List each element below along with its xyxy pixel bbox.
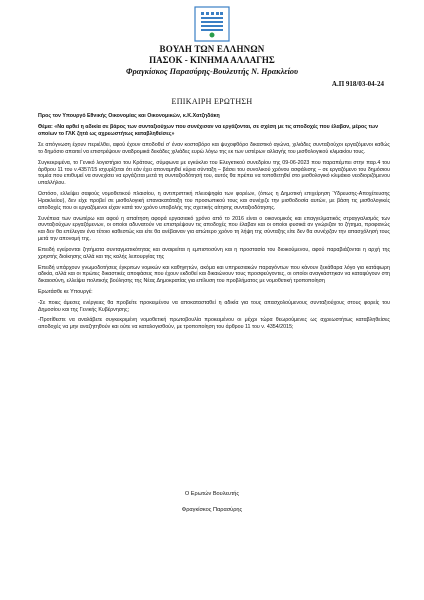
- paragraph: Ωστόσο, ελλείψει σαφούς νομοθετικού πλαισίου, η αντιπριπτική πλειοψηφία των φορέων, (όπως η Δημοτική επιχείρηση Ύδρευσης-Αποχέτευσης Ηρακλείου), δεν είχε προβεί σε μισθολογική επανακατάταξη του προσωπικού τους και συνέχιζε την μισθοδοσία αυτών, με βάση τις μισθολογικές αποδοχές που οι εργαζόμενοι είχαν κατά τον χρόνο υποβολής της σχετικής αίτησης συνταξιοδότησης.: [38, 191, 390, 211]
- signature-role: Ο Ερωτών Βουλευτής: [184, 491, 240, 497]
- question-item: -Προτίθεστε να αναλάβετε συγκεκριμένη νομοθετική πρωτοβουλία προκειμένου οι μέχρι τώρα θεωρούμενες ως αχρεωστήτως καταβληθείσες αποδοχές να μην αναζητηθούν και ούτε να καταλογισθούν, με τροποποίηση του άρθρου 11 του ν. 4354/2015;: [38, 317, 390, 331]
- party-emblem-icon: [194, 6, 230, 42]
- subject-line: Θέμα: «Να αρθεί η αδικία σε βάρος των συνταξιούχων που συνέχισαν να εργάζονται, σε σχέση με τις αποδοχές που έλαβαν, μέρος των οποίων το ΓΛΚ ζητά ως αχρεωστήτως καταβληθείσες»: [38, 124, 379, 137]
- paragraph: Σε απόγνωση έχουν περιέλθει, αφού έχουν αποδοθεί σ' έναν κοστοβόρο και ψυχοφθόρο δικαστικό αγώνα, χιλιάδες συνταξιούχοι εργαζόμενοι καθώς το δημόσιο απαιτεί να επιστρέψουν αναδρομικά δεκάδες χιλιάδες ευρώ λόγω της εκ των υστέρων αλλαγής του μισθολογικού κλιμακίου τους.: [38, 142, 390, 155]
- recipient-line: Προς τον Υπουργό Εθνικής Οικονομίας και Οικονομικών, κ.Κ.Χατζηδάκη: [38, 113, 220, 119]
- question-item: -Σε ποιες άμεσες ενέργειες θα προβείτε προκειμένου να αποκατασταθεί η αδικία για τους απασχολούμενους συνταξιούχους στους φορείς του Δημοσίου και της Γενικής Κυβέρνησης;: [38, 299, 390, 313]
- paragraph: Επειδή εγείρονται ζητήματα συνταγματικότητας και αναιρείται η εμπιστοσύνη και η προστασία του διοικούμενου, αφού παραβιάζονται η αρχή της χρηστής διοίκησης αλλά και της καλής λειτουργίας της: [38, 246, 390, 260]
- paragraph: Συγκεκριμένα, το Γενικό λογιστήριο του Κράτους, σύμφωνα με εγκύκλιο του Ελεγκτικού συνεδρίου της 09-06-2023 που παραπέμπει στην παρ.4 του άρθρου 11 του ν.4357/15 ισχυρίζεται ότι εάν έχει αποναμηθεί κύρια σύνταξη – βάσει του συνολικού χρόνου ασφάλισης – σε εργαζόμενο του δημόσιου τομέα που επιθυμεί να συνεχίσει να εργάζεται μετά τη συνταξιοδότησή του, αυτός θα πρέπει να τοποθετηθεί στο μισθολογικό κλιμάκιο νεοδιοριζόμενου υπαλλήλου.: [38, 159, 390, 187]
- paragraph: Συνέπεια των ανωτέρω και αφού η απαίτηση αφορά εργασιακό χρόνο από το 2016 είναι ο οικονομικός και επαγγελματικός στραγγαλισμός των συνταξιούχων εργαζόμενων, οι οποίοι αδυνατούν να επιστρέψουν τις αποδοχές που έλαβαν και οι οποίοι φυσικά αν γνώριζαν το ζήτημα, προφανώς και δεν θα επέλεγαν ένα τέτοιο καθεστώς και είτε θα ανέβαιναν για απώτερο χρόνο τη λήψη της σύνταξης είτε δεν θα συνέχιζαν την απασχόλησή τους μετά την απονομή της.: [38, 215, 390, 243]
- signature-name: Φραγκίσκος Παρασύρης: [181, 507, 243, 513]
- question-body: [38, 142, 390, 335]
- reference-number: Α.Π 918/03-04-24: [331, 80, 384, 88]
- author-line: Φραγκίσκος Παρασύρης-Βουλευτής Ν. Ηρακλείου: [126, 67, 298, 76]
- question-intro: Ερωτάσθε κε Υπουργέ:: [38, 289, 93, 296]
- paragraph: Επειδή υπάρχουν γνωμοδοτήσεις έγκριτων νομικών και καθηγητών, ακόμα και υπηρεσιακών παραγόντων που κάνουν ξεκάθαρα λόγο για κατάφωρη αδικία, αλλά και οι πρώτες δικαστικές αποφάσεις που έχουν εκδοθεί και δικαιώνουν τους προσφεύγοντες, οι οποίοι αναγκάστηκαν να καταφύγουν στη δικαιοσύνη, ελλείψει πολιτικής βούλησης της Νέας Δημοκρατίας για επίλυση του προβλήματος με νομοθετική τροποποίηση: [38, 264, 390, 285]
- document-title: ΕΠΙΚΑΙΡΗ ΕΡΩΤΗΣΗ: [171, 97, 253, 106]
- party-name: ΠΑΣΟΚ - ΚΙΝΗΜΑ ΑΛΛΑΓΗΣ: [149, 55, 275, 65]
- parliament-name: ΒΟΥΛΗ ΤΩΝ ΕΛΛΗΝΩΝ: [159, 44, 265, 54]
